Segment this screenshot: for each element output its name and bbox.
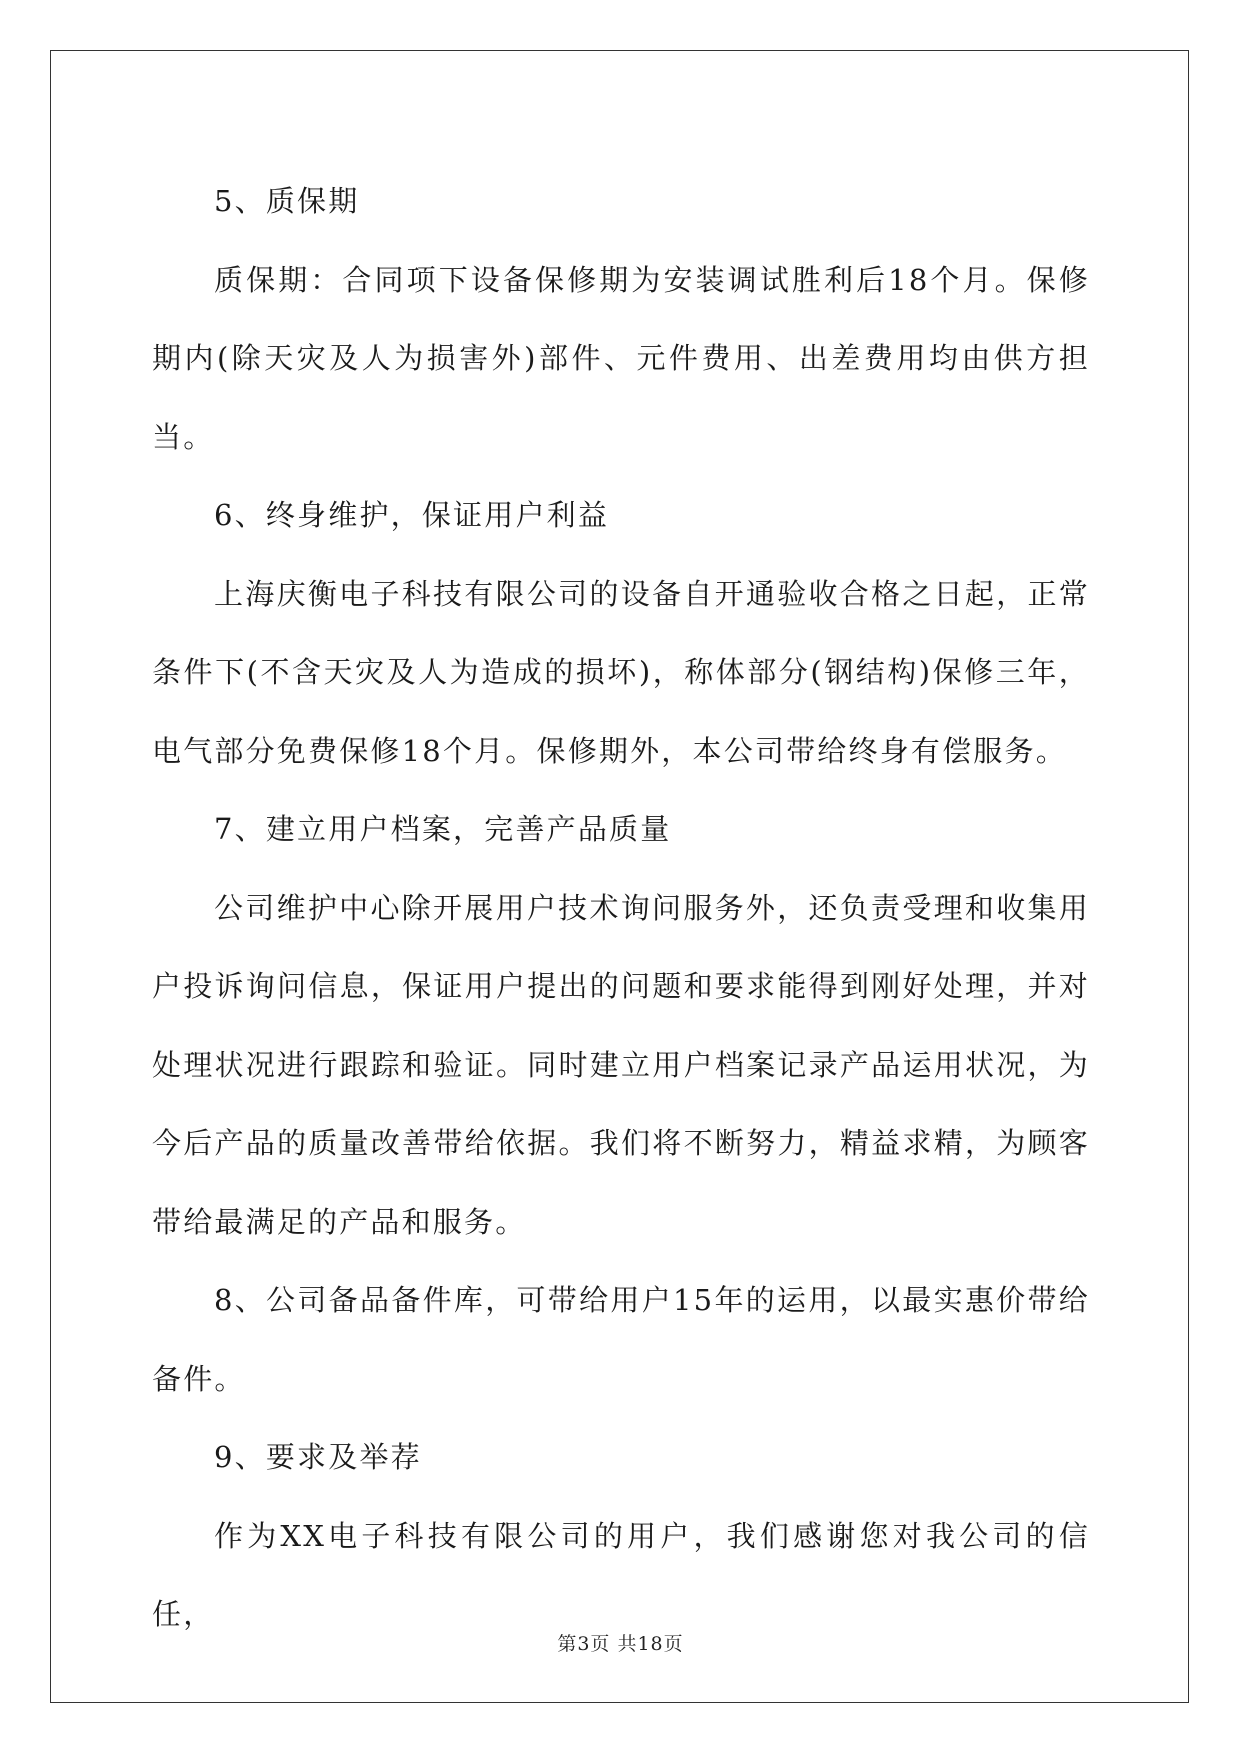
section-heading-warranty: 5、质保期 (214, 184, 360, 218)
page-number-footer: 第3页 共18页 (557, 1633, 684, 1655)
section-heading-requirements: 9、要求及举荐 (214, 1440, 422, 1474)
paragraph-lifetime-maintenance: 上海庆衡电子科技有限公司的设备自开通验收合格之日起，正常条件下(不含天灾及人为造成的损坏)，称体部分(钢结构)保修三年，电气部分免费保修18个月。保修期外，本公司带给终身有偿服务。 (152, 576, 1090, 768)
document-body (152, 162, 1090, 1654)
paragraph-warranty: 质保期：合同项下设备保修期为安装调试胜利后18个月。保修期内(除天灾及人为损害外)部件、元件费用、出差费用均由供方担当。 (152, 262, 1090, 454)
paragraph-user-records: 公司维护中心除开展用户技术询问服务外，还负责受理和收集用户投诉询问信息，保证用户提出的问题和要求能得到刚好处理，并对处理状况进行跟踪和验证。同时建立用户档案记录产品运用状况，为今后产品的质量改善带给依据。我们将不断努力，精益求精，为顾客带给最满足的产品和服务。 (152, 890, 1090, 1239)
paragraph-spare-parts: 8、公司备品备件库，可带给用户15年的运用，以最实惠价带给备件。 (152, 1283, 1090, 1396)
section-heading-lifetime-maintenance: 6、终身维护，保证用户利益 (214, 498, 610, 532)
section-heading-user-records: 7、建立用户档案，完善产品质量 (214, 812, 672, 846)
paragraph-requirements: 作为XX电子科技有限公司的用户，我们感谢您对我公司的信任， (152, 1518, 1090, 1631)
